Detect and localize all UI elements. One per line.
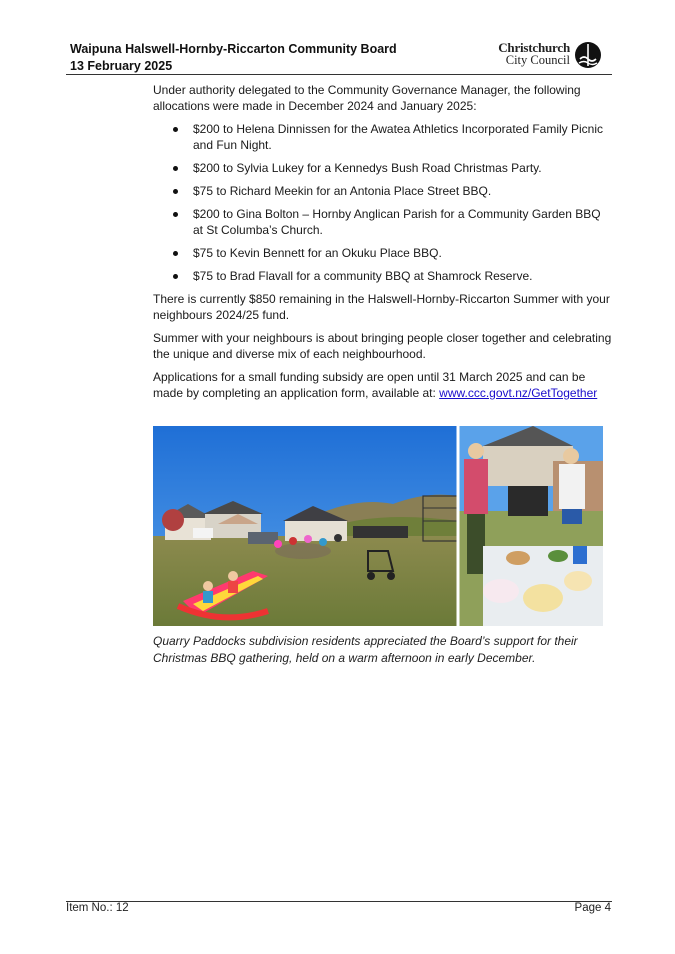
list-item: $200 to Sylvia Lukey for a Kennedys Bush Road Christmas Party. xyxy=(153,160,613,176)
page-number: Page 4 xyxy=(574,902,611,914)
list-item: $200 to Gina Bolton – Hornby Anglican Parish for a Community Garden BBQ at St Columba’s Church. xyxy=(153,206,613,238)
bullet-icon xyxy=(173,251,178,256)
remaining-paragraph: There is currently $850 remaining in the Halswell-Hornby-Riccarton Summer with your neighbours 2024/25 fund. xyxy=(153,292,610,322)
bullet-icon xyxy=(173,127,178,132)
get-together-link[interactable]: www.ccc.govt.nz/GetTogether xyxy=(439,386,598,400)
logo-text-line2: City Council xyxy=(505,53,570,67)
bullet-icon xyxy=(173,274,178,279)
intro-paragraph: Under authority delegated to the Community Governance Manager, the following allocations were made in December 2024 and January 2025: xyxy=(153,83,581,113)
board-name: Waipuna Halswell-Hornby-Riccarton Community Board xyxy=(70,42,397,56)
logo-text-line1: Christchurch xyxy=(498,40,570,55)
council-logo xyxy=(497,41,602,69)
report-body xyxy=(153,82,613,408)
bbq-photo-image xyxy=(153,426,603,626)
footer-divider xyxy=(66,901,612,902)
list-item: $200 to Helena Dinnissen for the Awatea Athletics Incorporated Family Picnic and Fun Night. xyxy=(153,121,613,153)
list-item: $75 to Brad Flavall for a community BBQ at Shamrock Reserve. xyxy=(153,268,613,284)
about-paragraph: Summer with your neighbours is about bringing people closer together and celebrating the unique and diverse mix of each neighbourhood. xyxy=(153,331,612,361)
applications-paragraph: Applications for a small funding subsidy are open until 31 March 2025 and can be made by completing an application form, available at: www.ccc.govt.nz/GetTogether xyxy=(153,370,598,400)
bullet-icon xyxy=(173,212,178,217)
list-item: $75 to Kevin Bennett for an Okuku Place BBQ. xyxy=(153,245,613,261)
header-divider xyxy=(66,74,612,75)
bullet-icon xyxy=(173,166,178,171)
allocations-list xyxy=(153,121,613,284)
item-number: Item No.: 12 xyxy=(66,902,129,914)
bullet-icon xyxy=(173,189,178,194)
ccc-logo-icon xyxy=(574,41,602,69)
photo-caption: Quarry Paddocks subdivision residents appreciated the Board’s support for their Christmas BBQ gathering, held on a warm afternoon in early December. xyxy=(153,634,578,665)
bbq-photo xyxy=(153,426,603,626)
meeting-date: 13 February 2025 xyxy=(70,59,173,73)
document-header xyxy=(70,41,397,75)
list-item: $75 to Richard Meekin for an Antonia Place Street BBQ. xyxy=(153,183,613,199)
